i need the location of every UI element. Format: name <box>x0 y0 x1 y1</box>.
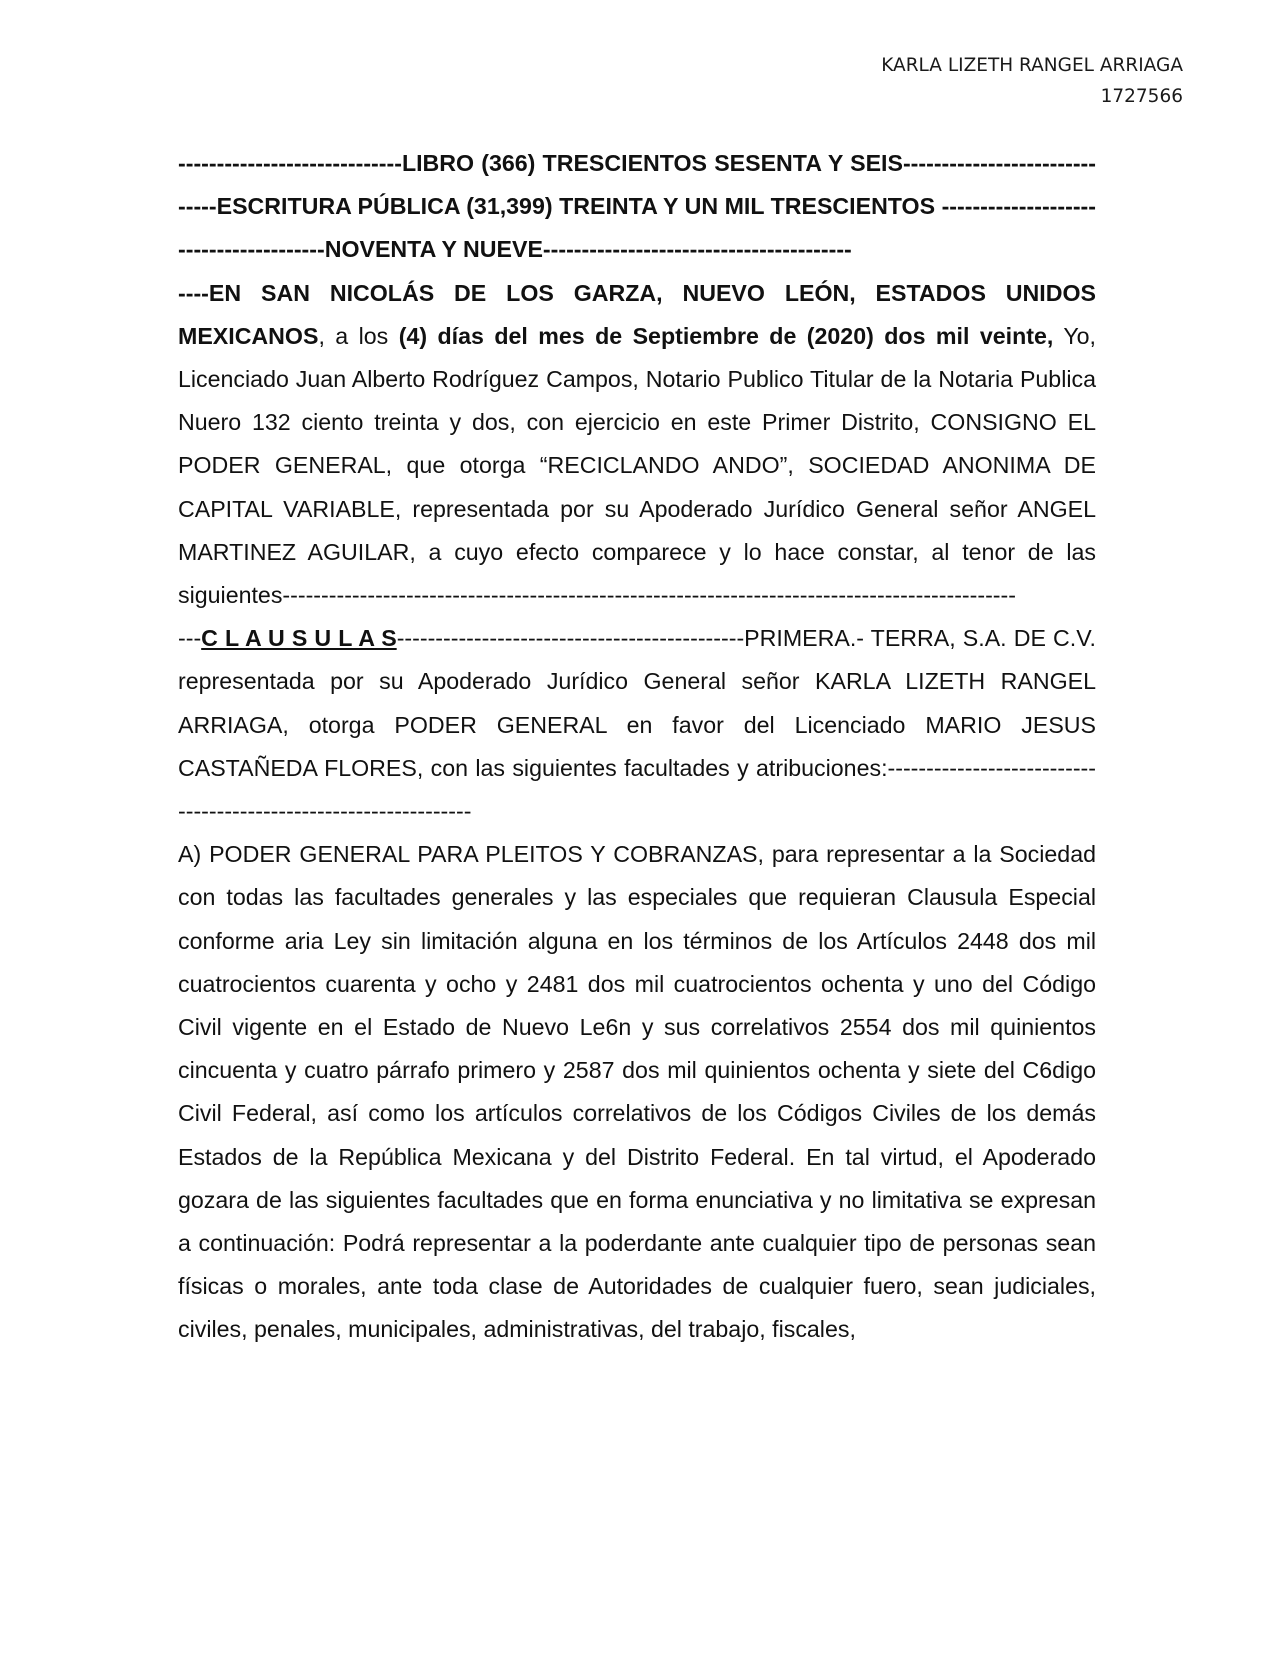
heading-dashes-lead: ----------------------------- <box>178 150 402 176</box>
intro-date: (4) días del mes de Septiembre de (2020) dos mil veinte, <box>398 322 1054 349</box>
heading-dashes-3: ---------------------------------------- <box>542 236 852 263</box>
intro-text: Yo, Licenciado Juan Alberto Rodríguez Campos, Notario Publico Titular de la Notaria Publica Nuero 132 ciento treinta y dos, con ejercicio en este Primer Distrito, CONSIGNO EL PODER GENERAL, que otorga “RECICLANDO ANDO”, SOCIEDAD ANONIMA DE CAPITAL VARIABLE, representada por su Apoderado Jurídico General señor ANGEL MARTINEZ AGUILAR, a cuyo efecto comparece y lo hace constar, al tenor de las siguientes <box>178 322 1096 609</box>
intro-a-los: , a los <box>318 322 399 349</box>
heading-libro: LIBRO (366) TRESCIENTOS SESENTA Y SEIS <box>401 150 903 176</box>
document-body <box>178 142 1096 1352</box>
primera-dashes: ----------------------------------------------------------------- <box>178 754 1096 825</box>
heading-escritura: ESCRITURA PÚBLICA (31,399) TREINTA Y UN MIL TRESCIENTOS <box>216 193 942 220</box>
section-a-paragraph: A) PODER GENERAL PARA PLEITOS Y COBRANZAS, para representar a la Sociedad con todas las facultades generales y las especiales que requieran Clausula Especial conforme aria Ley sin limitación alguna en los términos de los Artículos 2448 dos mil cuatrocientos cuarenta y ocho y 2481 dos mil cuatrocientos ochenta y uno del Código Civil vigente en el Estado de Nuevo Le6n y sus correlativos 2554 dos mil quinientos cincuenta y cuatro párrafo primero y 2587 dos mil quinientos ochenta y siete del C6digo Civil Federal, así como los artículos correlativos de los Códigos Civiles de los demás Estados de la República Mexicana y del Distrito Federal. En tal virtud, el Apoderado gozara de las siguientes facultades que en forma enunciativa y no limitativa se expresan a continuación: Podrá representar a la poderdante ante cualquier tipo de personas sean físicas o morales, ante toda clase de Autoridades de cualquier fuero, sean judiciales, civiles, penales, municipales, administrativas, del trabajo, fiscales, <box>178 841 1096 1343</box>
heading-dashes-2: --------------------------------------- <box>178 193 1096 263</box>
intro-place: ----EN SAN NICOLÁS DE LOS GARZA, NUEVO LEÓN, ESTADOS UNIDOS MEXICANOS <box>178 279 1096 349</box>
intro-dashes: ----------------------------------------------------------------------------------------------- <box>282 582 1016 609</box>
header-id-number: 1727566 <box>1100 86 1183 107</box>
heading-noventa: NOVENTA Y NUEVE <box>324 236 543 263</box>
deed-heading <box>178 142 1096 272</box>
clausulas-title: C L A U S U L A S <box>201 625 397 652</box>
clausulas-paragraph <box>178 617 1096 833</box>
heading-dashes-1: ------------------------------ <box>178 150 1096 220</box>
header-author-name: KARLA LIZETH RANGEL ARRIAGA <box>881 55 1183 76</box>
page-header <box>881 50 1183 112</box>
clausulas-dashes: --------------------------------------------- <box>396 625 745 652</box>
clausula-primera: PRIMERA.- TERRA, S.A. DE C.V. representada por su Apoderado Jurídico General señor KARLA LIZETH RANGEL ARRIAGA, otorga PODER GENERAL en favor del Licenciado MARIO JESUS CASTAÑEDA FLORES, con las siguientes facultades y atribuciones: <box>178 625 1096 781</box>
intro-paragraph <box>178 272 1096 618</box>
clausulas-lead-dashes: --- <box>178 625 202 652</box>
